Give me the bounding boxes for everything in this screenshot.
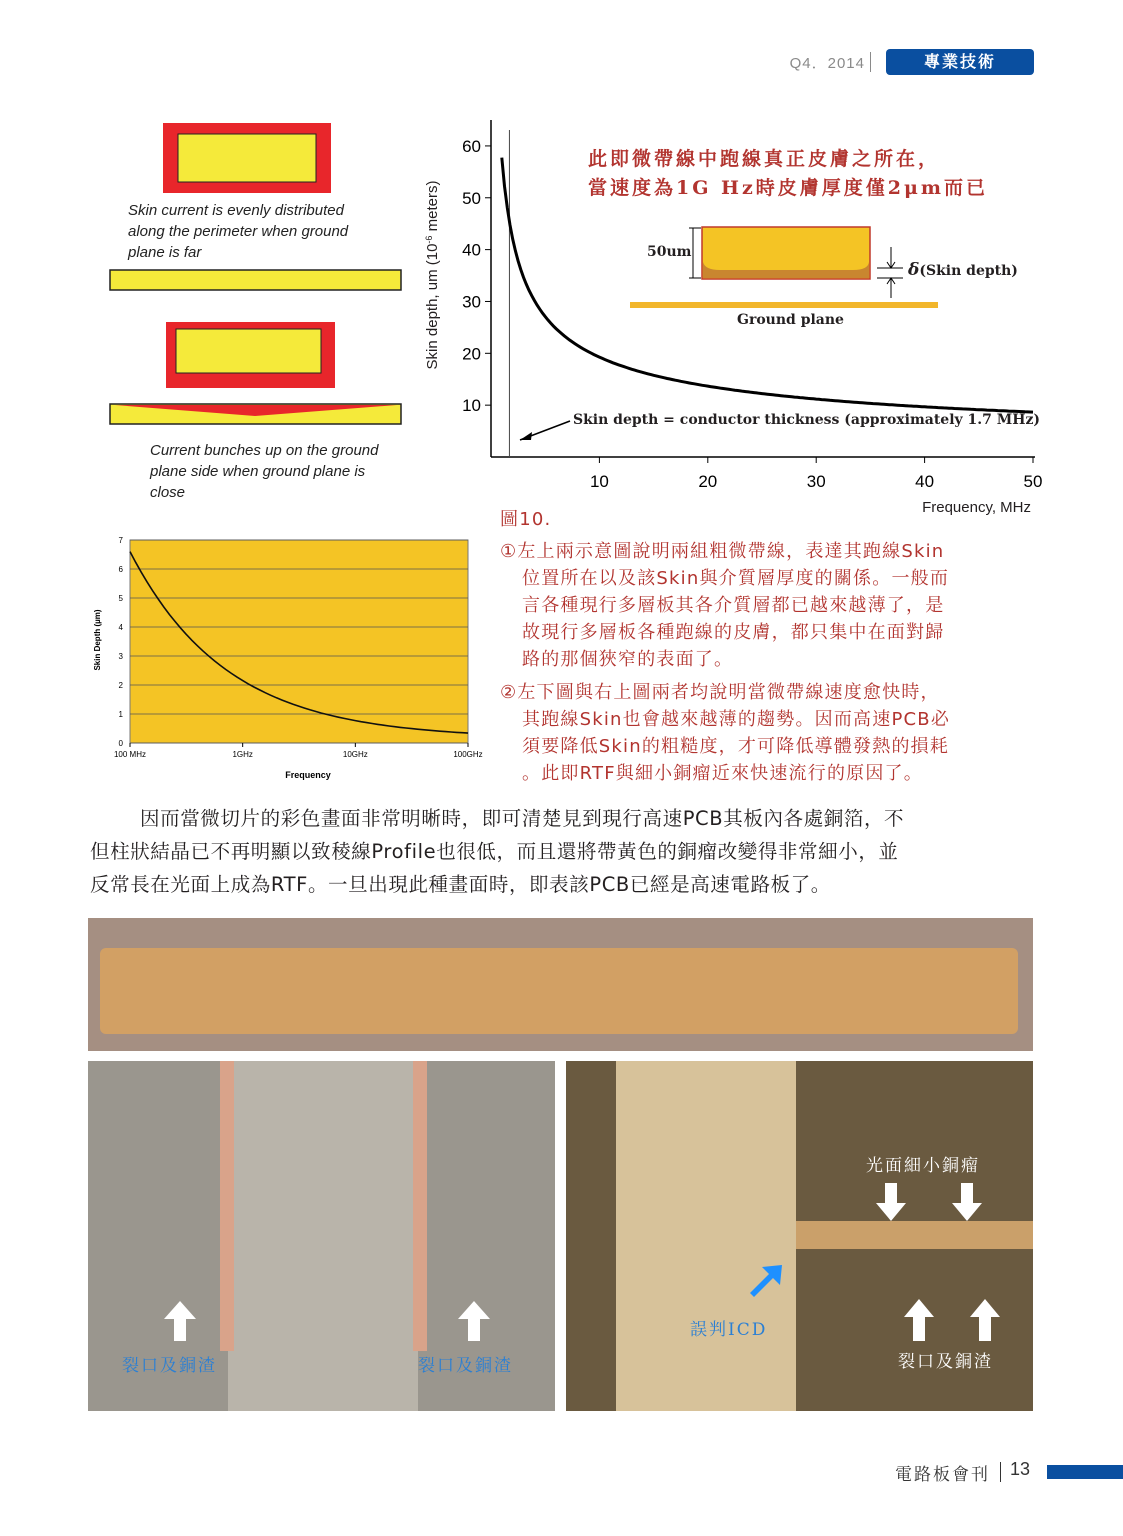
chart2-xtick-label: 100GHz: [453, 750, 483, 759]
delta-symbol: δ: [908, 260, 920, 280]
down-arrow-icon: [874, 1181, 908, 1223]
up-arrow-icon: [968, 1297, 1002, 1343]
diagonal-arrow-icon: [746, 1261, 786, 1301]
conductor-close-inner: [176, 329, 321, 373]
chart2-ytick-label: 3: [118, 652, 123, 661]
photo-label-crack: 裂口及銅渣: [898, 1352, 993, 1372]
caption-line: 須要降低Skin的粗糙度，才可降低導體發熱的損耗: [522, 736, 950, 757]
photo-label-crack-left: 裂口及銅渣: [122, 1356, 217, 1376]
photo-via-crosssection-right: [566, 1061, 1033, 1411]
chart2-ytick-label: 6: [118, 565, 123, 574]
inset-note-line2: 當速度為1G Hz時皮膚厚度僅2μm而已: [588, 177, 989, 199]
annotation-arrow: [512, 418, 582, 448]
caption-line: 路的那個狹窄的表面了。: [522, 649, 734, 670]
chart2-ytick-label: 2: [118, 681, 123, 690]
body-line: 但柱狀結晶已不再明顯以致稜線Profile也很低，而且還將帶黃色的銅瘤改變得非常細小，並: [90, 840, 899, 863]
chart2-xtick-label: 10GHz: [342, 750, 368, 759]
photo-label-icd: 誤判ICD: [690, 1320, 768, 1340]
chart1-ytick-label: 60: [462, 136, 481, 156]
down-arrow-icon: [950, 1181, 984, 1223]
photo-via-crosssection-left: [88, 1061, 555, 1411]
chart1-ytick-label: 30: [462, 292, 481, 312]
conductor-far-inner: [178, 134, 316, 182]
header-divider: [870, 52, 871, 72]
photo-label-nodules: 光面細小銅瘤: [866, 1156, 980, 1176]
chart2-ytick-label: 7: [118, 536, 123, 545]
chart1-xlabel: Frequency, MHz: [922, 499, 1031, 516]
inset-note-line1: 此即微帶線中跑線真正皮膚之所在，: [588, 148, 941, 170]
chart1-xtick-label: 10: [589, 472, 609, 491]
body-paragraph: [90, 802, 1035, 901]
chart2-ytick-label: 0: [118, 739, 123, 748]
footer-divider: [1000, 1462, 1001, 1482]
chart2-xtick-label: 1GHz: [232, 750, 253, 759]
inset-note: [588, 145, 988, 203]
caption-line: 位置所在以及該Skin與介質層厚度的關係。一般而: [522, 568, 950, 589]
inset-dim-label: 50um: [647, 244, 692, 260]
caption-item-1: [500, 538, 1040, 673]
inset-ground-label: Ground plane: [737, 312, 844, 328]
note-far-ground: Skin current is evenly distributed along the perimeter when ground plane is far: [128, 202, 349, 261]
up-arrow-icon: [454, 1299, 494, 1343]
inset-skin-label: δ(Skin depth): [908, 260, 1018, 280]
chart1-ytick-label: 20: [462, 344, 481, 364]
body-line: 反常長在光面上成為RTF。一旦出現此種畫面時，即表該PCB已經是高速電路板了。: [90, 873, 831, 896]
chart1-xtick-label: 50: [1023, 472, 1043, 491]
figure-number: 圖10.: [500, 509, 552, 530]
caption-line: ②左下圖與右上圖兩者均說明當微帶線速度愈快時，: [500, 682, 940, 703]
up-arrow-icon: [160, 1299, 200, 1343]
chart1-xtick-label: 30: [806, 472, 826, 491]
journal-name: 電路板會刊: [895, 1465, 990, 1485]
body-line: 因而當微切片的彩色畫面非常明晰時，即可清楚見到現行高速PCB其板內各處銅箔，不: [140, 807, 905, 830]
chart2-xtick-label: 100 MHz: [113, 750, 147, 759]
chart2-ylabel: Skin Depth (µm): [93, 609, 102, 671]
chart2-ytick-label: 4: [118, 623, 123, 632]
inset-ground-plane: [630, 302, 938, 308]
chart2-ytick-label: 1: [118, 710, 123, 719]
chart1-ytick-label: 40: [462, 240, 481, 260]
annotation-text: Skin depth = conductor thickness (approximately 1.7 MHz): [573, 412, 1041, 428]
chart1-ytick-label: 50: [462, 188, 481, 208]
footer-accent-bar: [1047, 1465, 1123, 1479]
note-close-ground: Current bunches up on the ground plane side when ground plane is close: [150, 442, 379, 501]
issue-label: Q4．2014: [789, 55, 865, 72]
chart2-plot-area: [130, 540, 468, 743]
caption-line: 其跑線Skin也會越來越薄的趨勢。因而高速PCB必: [522, 709, 951, 730]
caption-line: ①左上兩示意圖說明兩組粗微帶線，表達其跑線Skin: [500, 541, 945, 562]
photo-copper-foil-section: [88, 918, 1033, 1051]
copper-foil-band: [100, 948, 1018, 1034]
skin-depth-frequency-chart: [88, 530, 493, 785]
chart1-ytick-label: 10: [462, 396, 481, 416]
caption-line: 故現行多層板各種跑線的皮膚，都只集中在面對歸: [522, 622, 945, 643]
ground-plane-far: [110, 270, 401, 290]
up-arrow-icon: [902, 1297, 936, 1343]
page-number: 13: [1010, 1459, 1031, 1479]
section-badge: 專業技術: [886, 49, 1034, 75]
caption-line: 言各種現行多層板其各介質層都已越來越薄了，是: [522, 595, 945, 616]
caption-line: 。此即RTF與細小銅瘤近來快速流行的原因了。: [522, 763, 923, 784]
photo-label-crack-right: 裂口及銅渣: [418, 1356, 513, 1376]
chart1-xtick-label: 40: [915, 472, 935, 491]
chart1-ylabel: Skin depth, um ($10^{-6}$ meters): [424, 180, 441, 370]
chart1-xtick-label: 20: [698, 472, 718, 491]
chart2-ytick-label: 5: [118, 594, 123, 603]
caption-item-2: [500, 679, 1040, 787]
chart2-xlabel: Frequency: [285, 770, 331, 780]
